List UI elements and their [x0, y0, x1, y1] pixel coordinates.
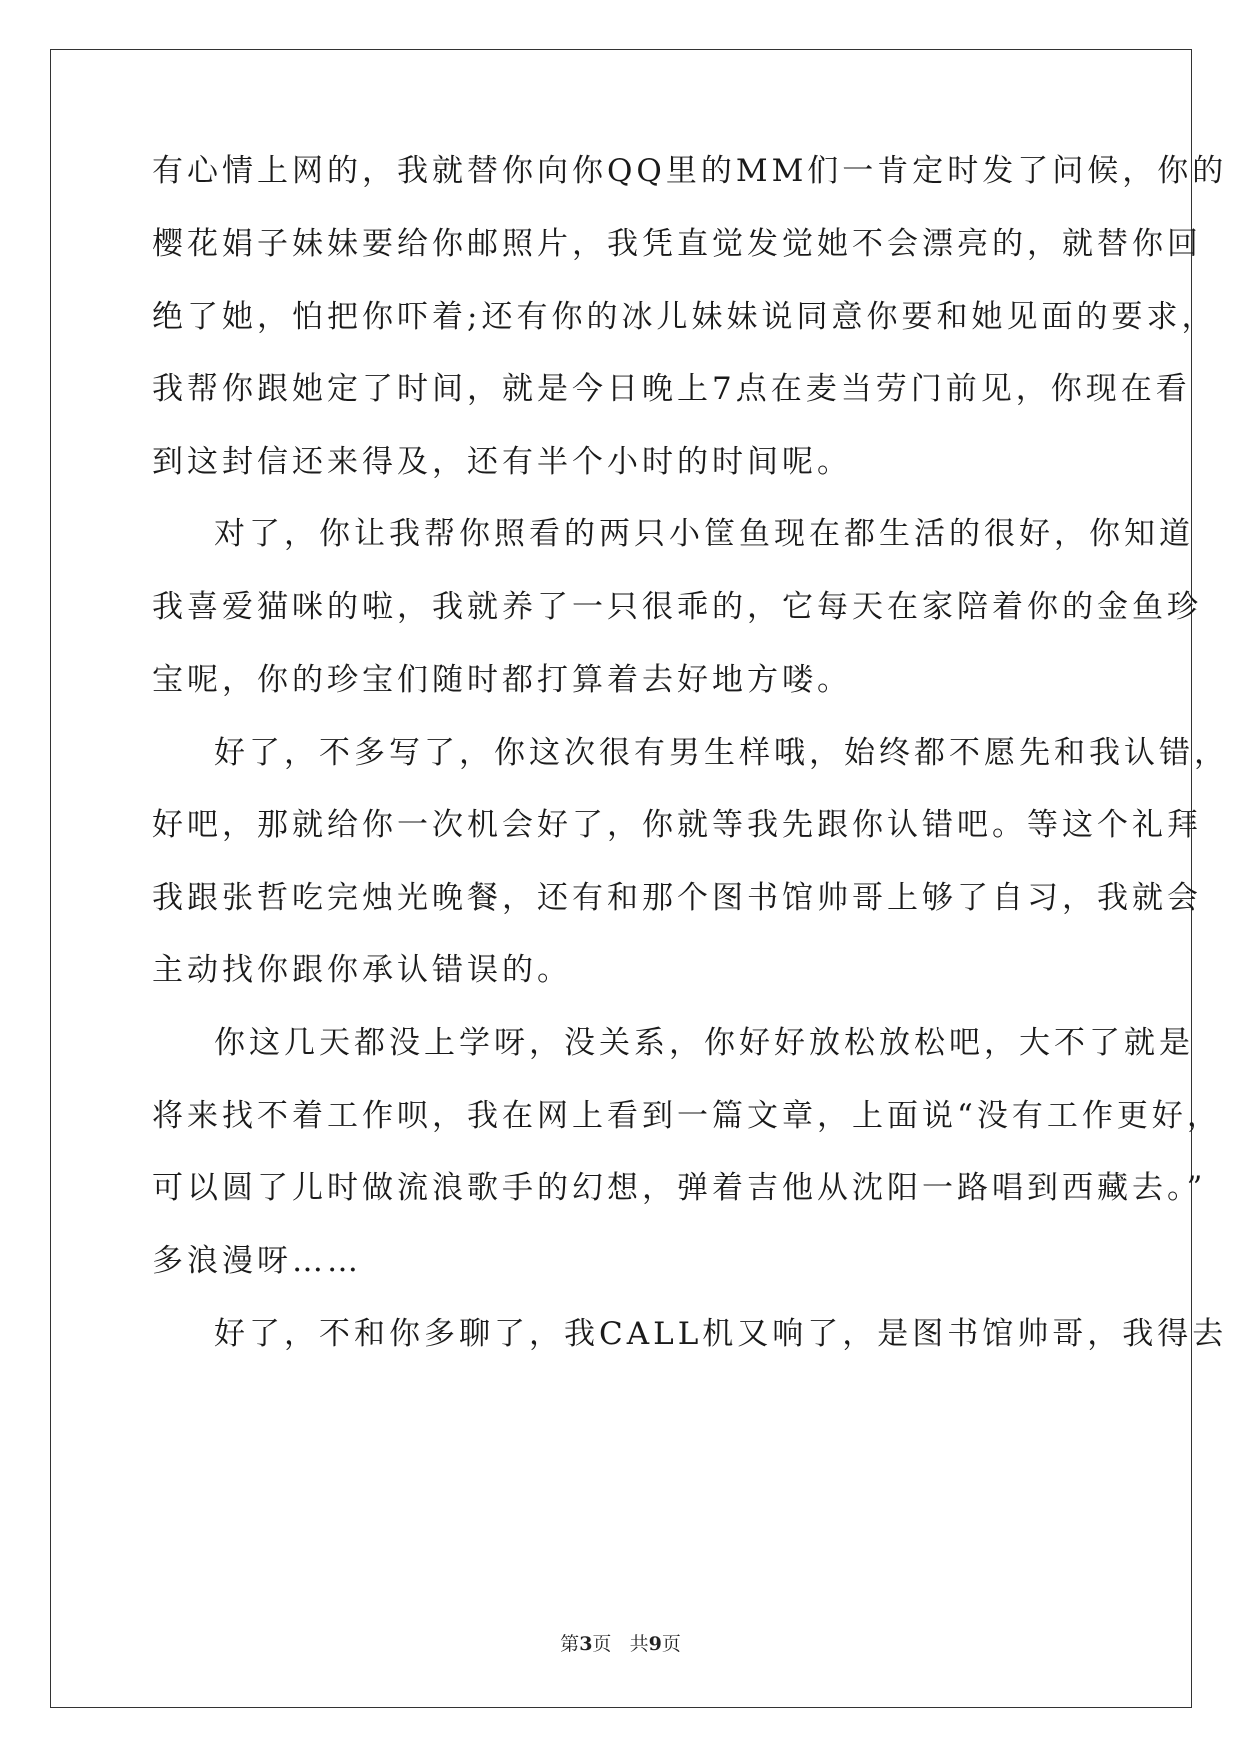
text-line: 到这封信还来得及，还有半个小时的时间呢。 — [152, 444, 852, 480]
text-line: 有心情上网的，我就替你向你QQ里的MM们一肯定时发了问候，你的 — [152, 153, 1228, 189]
text-line: 樱花娟子妹妹要给你邮照片，我凭直觉发觉她不会漂亮的，就替你回 — [152, 226, 1202, 262]
text-line: 可以圆了儿时做流浪歌手的幻想，弹着吉他从沈阳一路唱到西藏去。” — [152, 1170, 1207, 1206]
text-line: 主动找你跟你承认错误的。 — [152, 952, 572, 988]
total-label-suffix: 页 — [661, 1633, 681, 1655]
current-page-number: 3 — [579, 1633, 593, 1655]
text-line: 我喜爱猫咪的啦，我就养了一只很乖的，它每天在家陪着你的金鱼珍 — [152, 589, 1202, 625]
text-line: 宝呢，你的珍宝们随时都打算着去好地方喽。 — [152, 662, 852, 698]
paragraph-first-line: 对了，你让我帮你照看的两只小筐鱼现在都生活的很好，你知道 — [214, 516, 1194, 552]
paragraph-first-line: 好了，不和你多聊了，我CALL机又响了，是图书馆帅哥，我得去 — [214, 1316, 1228, 1352]
text-line: 将来找不着工作呗，我在网上看到一篇文章，上面说“没有工作更好， — [152, 1098, 1222, 1134]
text-line: 我帮你跟她定了时间，就是今日晚上7点在麦当劳门前见，你现在看 — [152, 371, 1191, 407]
text-line: 绝了她，怕把你吓着;还有你的冰儿妹妹说同意你要和她见面的要求， — [152, 299, 1217, 335]
paragraph-first-line: 好了，不多写了，你这次很有男生样哦，始终都不愿先和我认错， — [214, 735, 1229, 771]
text-line: 多浪漫呀…… — [152, 1243, 362, 1279]
page-label-suffix: 页 — [592, 1633, 612, 1655]
text-line: 我跟张哲吃完烛光晚餐，还有和那个图书馆帅哥上够了自习，我就会 — [152, 880, 1202, 916]
page-label-prefix: 第 — [560, 1633, 580, 1655]
total-label-prefix: 共 — [629, 1633, 649, 1655]
page-footer — [0, 1632, 1241, 1656]
text-line: 好吧，那就给你一次机会好了，你就等我先跟你认错吧。等这个礼拜 — [152, 807, 1202, 843]
paragraph-first-line: 你这几天都没上学呀，没关系，你好好放松放松吧，大不了就是 — [214, 1025, 1194, 1061]
total-page-number: 9 — [648, 1633, 662, 1655]
